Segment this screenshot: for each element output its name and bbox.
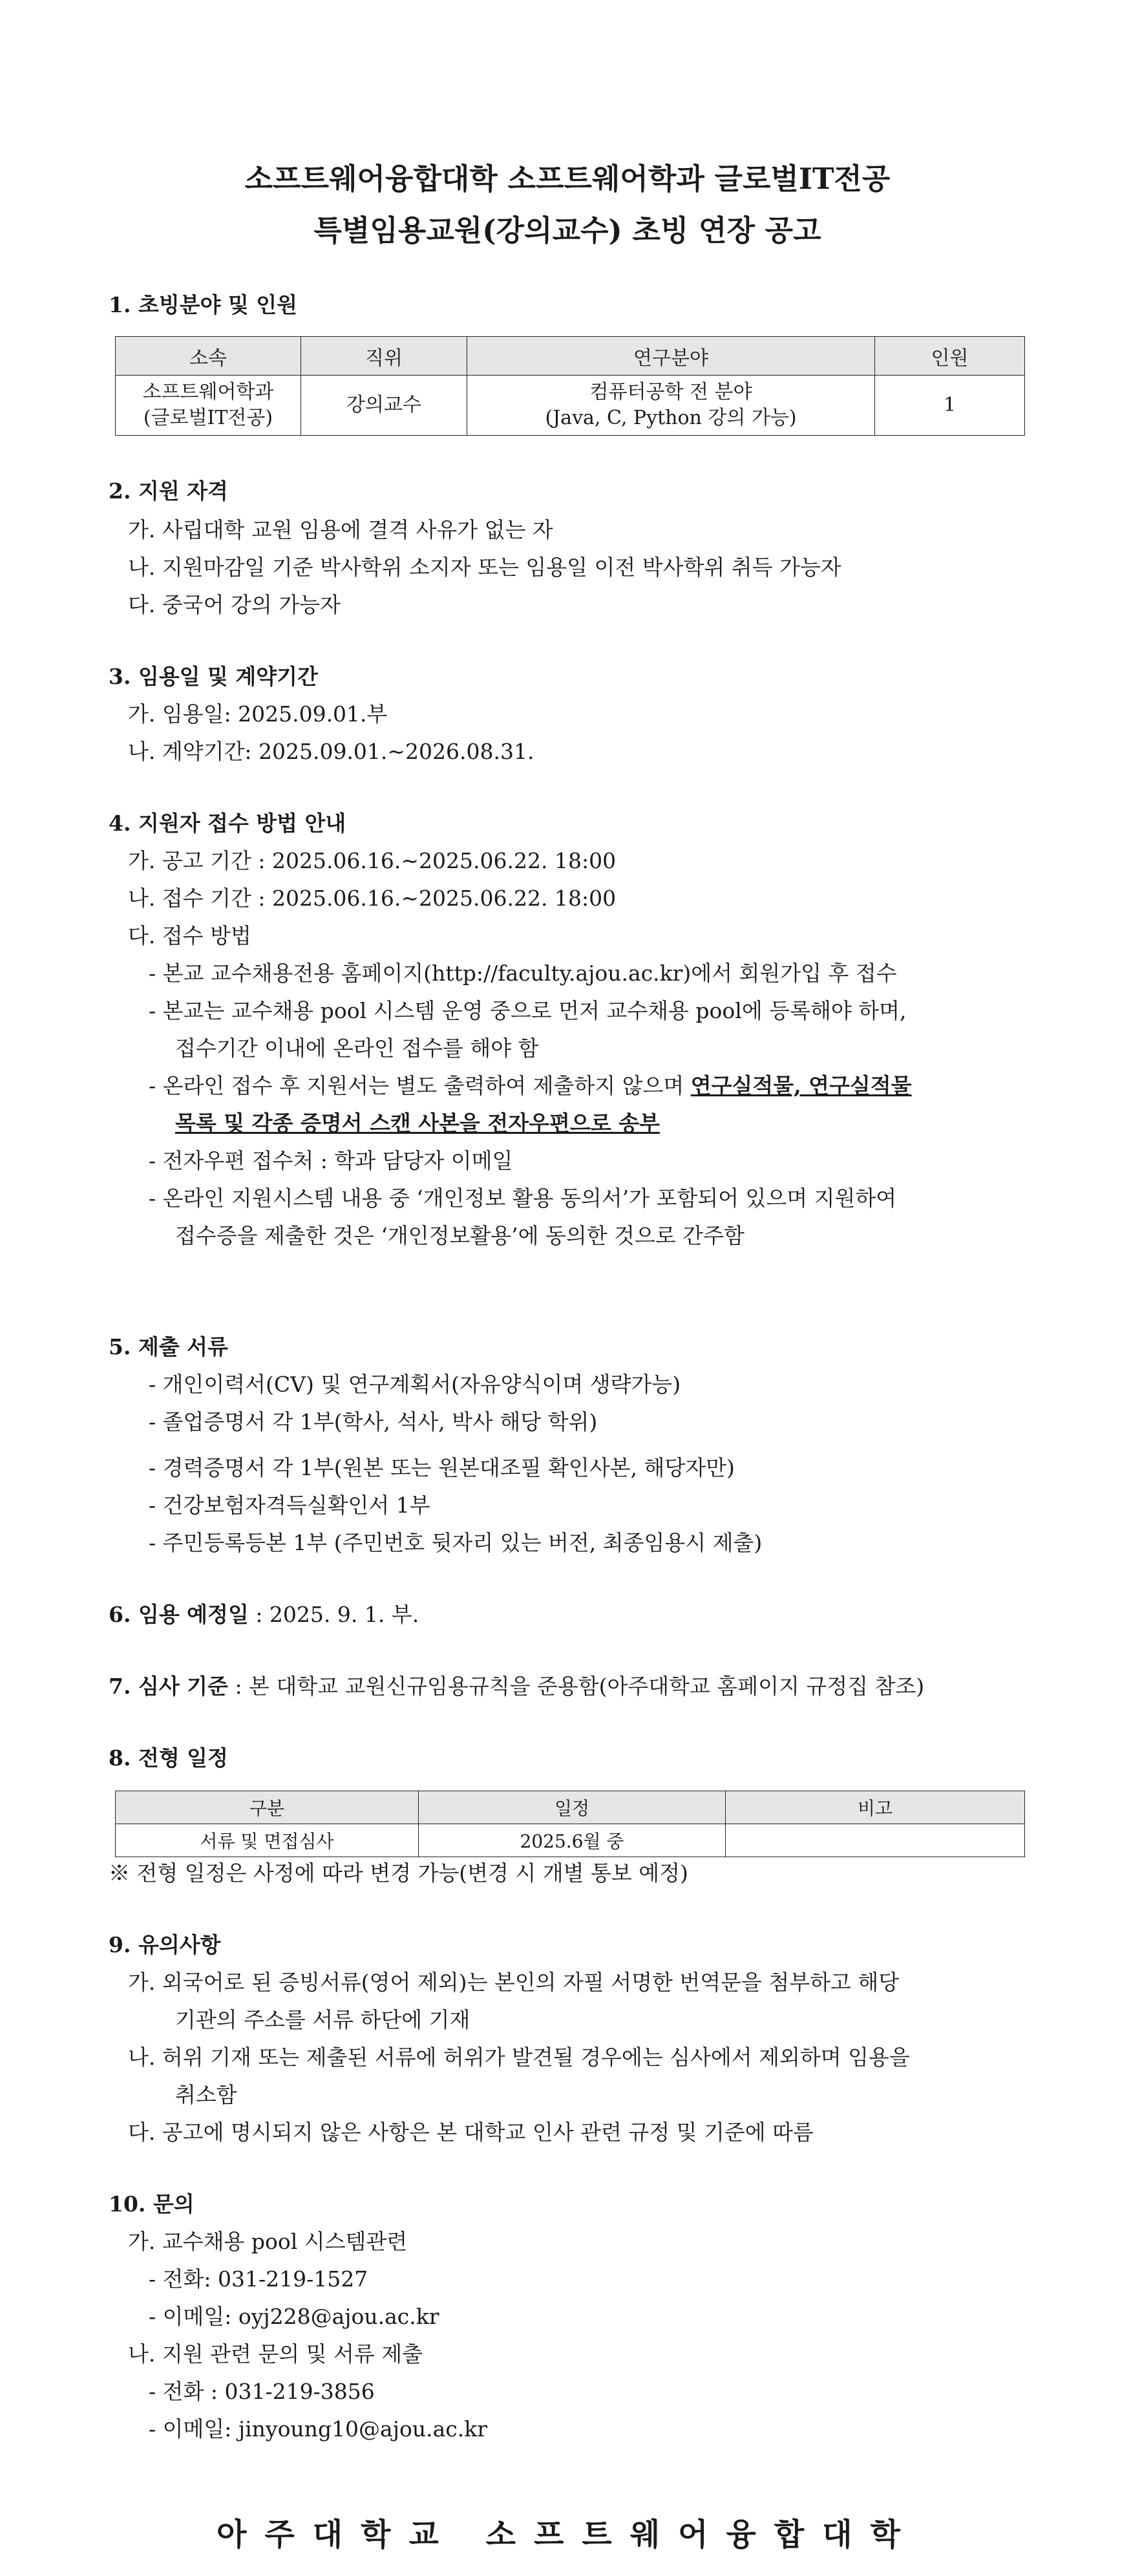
list-item: 다. 공고에 명시되지 않은 사항은 본 대학교 인사 관련 규정 및 기준에 따름 bbox=[128, 2120, 814, 2145]
header-field: 연구분야 bbox=[467, 337, 875, 376]
header-category: 구분 bbox=[116, 1791, 419, 1824]
list-item: - 개인이력서(CV) 및 연구계획서(자유양식이며 생략가능) bbox=[149, 1372, 681, 1397]
emphasis-text: 연구실적물, 연구실적물 bbox=[690, 1073, 912, 1098]
field-main: 컴퓨터공학 전 분야 bbox=[589, 381, 752, 403]
list-item-continuation: 접수기간 이내에 온라인 접수를 해야 함 bbox=[175, 1036, 539, 1061]
list-item: 나. 계약기간: 2025.09.01.~2026.08.31. bbox=[128, 739, 534, 764]
list-item: - 본교 교수채용전용 홈페이지(http://faculty.ajou.ac.kr)에서 회원가입 후 접수 bbox=[149, 961, 897, 986]
section-2-heading: 2. 지원 자격 bbox=[109, 478, 228, 504]
list-item: 가. 공고 기간 : 2025.06.16.~2025.06.22. 18:00 bbox=[128, 848, 617, 873]
list-item: 나. 지원 관련 문의 및 서류 제출 bbox=[128, 2341, 423, 2367]
contact-email: - 이메일: jinyoung10@ajou.ac.kr bbox=[149, 2416, 487, 2442]
header-count: 인원 bbox=[875, 337, 1025, 376]
list-item: 가. 사립대학 교원 임용에 결격 사유가 없는 자 bbox=[128, 517, 553, 542]
table-header-row bbox=[116, 1791, 1025, 1824]
list-item: - 경력증명서 각 1부(원본 또는 원본대조필 확인사본, 해당자만) bbox=[149, 1455, 735, 1480]
table-row bbox=[116, 1824, 1025, 1857]
list-item: 다. 중국어 강의 가능자 bbox=[128, 592, 341, 617]
list-item: - 주민등록등본 1부 (주민번호 뒷자리 있는 버전, 최종임용시 제출) bbox=[149, 1530, 763, 1555]
header-dept: 소속 bbox=[116, 337, 301, 376]
contact-phone: - 전화: 031-219-1527 bbox=[149, 2266, 368, 2292]
list-item: 나. 접수 기간 : 2025.06.16.~2025.06.22. 18:00 bbox=[128, 886, 617, 911]
section-7-heading: 7. 심사 기준 bbox=[109, 1674, 228, 1699]
footer-organization: 아주대학교 소프트웨어융합대학 bbox=[217, 2517, 918, 2553]
section-7-text: : 본 대학교 교원신규임용규칙을 준용함(아주대학교 홈페이지 규정집 참조) bbox=[227, 1674, 925, 1699]
cell-dept bbox=[116, 376, 301, 436]
dept-name: 소프트웨어학과 bbox=[142, 381, 274, 403]
list-item-continuation: 기관의 주소를 서류 하단에 기재 bbox=[175, 2007, 470, 2032]
section-4-heading: 4. 지원자 접수 방법 안내 bbox=[109, 811, 346, 836]
cell-remarks bbox=[726, 1824, 1025, 1857]
table-header-row bbox=[116, 337, 1025, 376]
page-title: 소프트웨어융합대학 소프트웨어학과 글로벌IT전공 bbox=[244, 162, 891, 196]
list-item: - 본교는 교수채용 pool 시스템 운영 중으로 먼저 교수채용 pool에 등록해야 하며, bbox=[149, 998, 907, 1023]
list-item: - 온라인 지원시스템 내용 중 ‘개인정보 활용 동의서’가 포함되어 있으며 지원하여 bbox=[149, 1186, 897, 1211]
list-item-continuation: 접수증을 제출한 것은 ‘개인정보활용’에 동의한 것으로 간주함 bbox=[175, 1223, 745, 1248]
list-item: - 전자우편 접수처 : 학과 담당자 이메일 bbox=[149, 1148, 513, 1173]
list-item: 가. 교수채용 pool 시스템관련 bbox=[128, 2229, 408, 2254]
cell-field bbox=[467, 376, 875, 436]
header-position: 직위 bbox=[301, 337, 467, 376]
section-10-heading: 10. 문의 bbox=[109, 2191, 195, 2217]
schedule-note: ※ 전형 일정은 사정에 따라 변경 가능(변경 시 개별 통보 예정) bbox=[109, 1860, 688, 1886]
section-3-heading: 3. 임용일 및 계약기간 bbox=[109, 664, 318, 689]
cell-schedule: 2025.6월 중 bbox=[419, 1824, 726, 1857]
list-item: 가. 임용일: 2025.09.01.부 bbox=[128, 701, 388, 727]
section-9-heading: 9. 유의사항 bbox=[109, 1932, 221, 1957]
contact-email: - 이메일: oyj228@ajou.ac.kr bbox=[149, 2304, 439, 2329]
page-subtitle: 특별임용교원(강의교수) 초빙 연장 공고 bbox=[313, 213, 821, 248]
header-remarks: 비고 bbox=[726, 1791, 1025, 1824]
section-6-heading: 6. 임용 예정일 bbox=[109, 1602, 249, 1627]
field-detail: (Java, C, Python 강의 가능) bbox=[545, 407, 797, 429]
contact-phone: - 전화 : 031-219-3856 bbox=[149, 2379, 375, 2404]
table-row bbox=[116, 376, 1025, 436]
section-6-text: : 2025. 9. 1. 부. bbox=[248, 1602, 419, 1627]
section-8-heading: 8. 전형 일정 bbox=[109, 1745, 228, 1771]
section-6 bbox=[109, 1599, 419, 1631]
recruitment-table bbox=[115, 336, 1025, 436]
header-schedule: 일정 bbox=[419, 1791, 726, 1824]
schedule-table bbox=[115, 1791, 1025, 1857]
list-item-continuation: 취소함 bbox=[175, 2082, 237, 2107]
section-1-heading: 1. 초빙분야 및 인원 bbox=[109, 292, 298, 317]
list-item bbox=[149, 1070, 912, 1102]
list-item: 가. 외국어로 된 증빙서류(영어 제외)는 본인의 자필 서명한 번역문을 첨부하고 해당 bbox=[128, 1970, 900, 1995]
emphasis-text: 목록 및 각종 증명서 스캔 사본을 전자우편으로 송부 bbox=[175, 1111, 660, 1136]
dept-major: (글로벌IT전공) bbox=[143, 407, 273, 429]
list-item: 나. 지원마감일 기준 박사학위 소지자 또는 임용일 이전 박사학위 취득 가능자 bbox=[128, 555, 841, 580]
cell-category: 서류 및 면접심사 bbox=[116, 1824, 419, 1857]
cell-count: 1 bbox=[875, 376, 1025, 436]
list-item: 다. 접수 방법 bbox=[128, 923, 251, 948]
list-item: 나. 허위 기재 또는 제출된 서류에 허위가 발견될 경우에는 심사에서 제외하며 임용을 bbox=[128, 2045, 910, 2070]
cell-position: 강의교수 bbox=[301, 376, 467, 436]
list-item: - 졸업증명서 각 1부(학사, 석사, 박사 해당 학위) bbox=[149, 1409, 598, 1434]
list-item-text: - 온라인 접수 후 지원서는 별도 출력하여 제출하지 않으며 bbox=[149, 1073, 691, 1098]
section-5-heading: 5. 제출 서류 bbox=[109, 1334, 228, 1359]
list-item: - 건강보험자격득실확인서 1부 bbox=[149, 1493, 430, 1518]
section-7 bbox=[109, 1670, 924, 1703]
